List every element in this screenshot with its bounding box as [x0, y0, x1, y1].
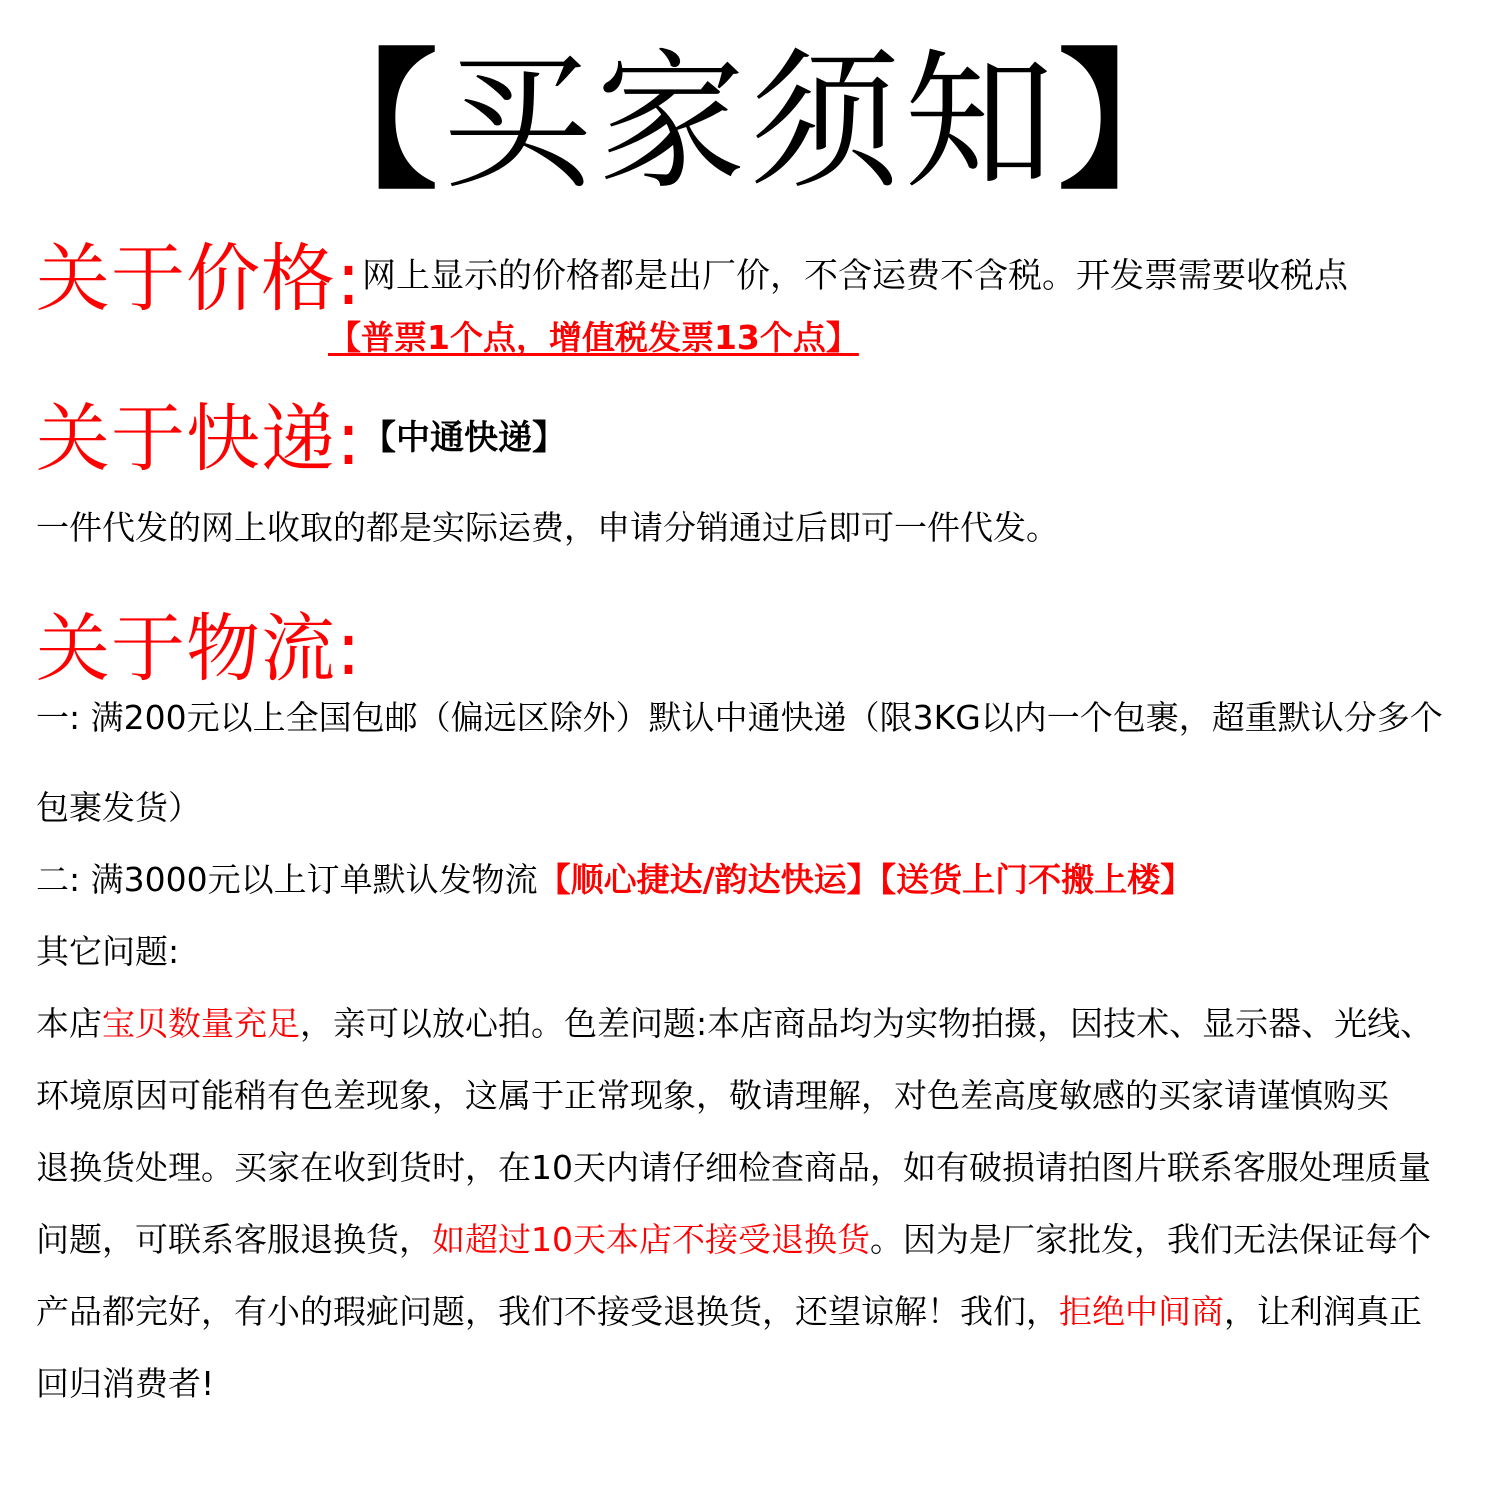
- price-text: 网上显示的价格都是出厂价，不含运费不含税。开发票需要收税点: [362, 256, 1348, 296]
- other-line-5-b: ，让利润真正: [1224, 1292, 1422, 1331]
- other-line-4: [36, 1220, 1431, 1260]
- title-close-bracket: 】: [1058, 36, 1213, 210]
- express-heading: 关于快递:: [36, 396, 362, 482]
- return-policy-note: 如超过10天本店不接受退换货: [432, 1220, 870, 1259]
- logistics-item2-prefix: 二: 满3000元以上订单默认发物流: [36, 860, 538, 899]
- logistics-item2: [36, 860, 1193, 900]
- other-line-5-a: 产品都完好，有小的瑕疵问题，我们不接受退换货，还望谅解！我们，: [36, 1292, 1059, 1331]
- title-text: 买家须知: [441, 36, 1058, 210]
- logistics-carrier-note: 【顺心捷达/韵达快运】: [537, 860, 880, 899]
- other-line-2: 环境原因可能稍有色差现象，这属于正常现象，敬请理解，对色差高度敏感的买家请谨慎购买: [36, 1076, 1389, 1115]
- other-line-1-b: ，亲可以放心拍。色差问题:本店商品均为实物拍摄，因技术、显示器、光线、: [300, 1004, 1434, 1043]
- logistics-item1-line2: 包裹发货）: [36, 788, 201, 827]
- logistics-delivery-note: 【送货上门不搬上楼】: [879, 860, 1194, 899]
- price-heading: 关于价格:: [36, 236, 362, 322]
- invoice-tax-note: 【普票1个点，增值税发票13个点】: [328, 318, 859, 357]
- page-title: [0, 38, 1500, 208]
- express-text: 一件代发的网上收取的都是实际运费，申请分销通过后即可一件代发。: [36, 508, 1059, 547]
- other-line-6: 回归消费者!: [36, 1364, 215, 1403]
- other-line-5: [36, 1292, 1422, 1332]
- no-middleman-note: 拒绝中间商: [1059, 1292, 1224, 1331]
- other-line-1: [36, 1004, 1433, 1044]
- stock-sufficient-note: 宝贝数量充足: [102, 1004, 300, 1043]
- other-line-3: 退换货处理。买家在收到货时，在10天内请仔细检查商品，如有破损请拍图片联系客服处理质量: [36, 1148, 1431, 1187]
- title-open-bracket: 【: [287, 36, 442, 210]
- other-line-4-b: 。因为是厂家批发，我们无法保证每个: [870, 1220, 1431, 1259]
- other-heading: 其它问题:: [36, 932, 180, 971]
- express-carrier: 【中通快递】: [362, 418, 566, 458]
- other-line-1-a: 本店: [36, 1004, 102, 1043]
- other-line-4-a: 问题，可联系客服退换货，: [36, 1220, 432, 1259]
- logistics-heading: 关于物流:: [36, 606, 362, 692]
- logistics-item1-line1: 一: 满200元以上全国包邮（偏远区除外）默认中通快递（限3KG以内一个包裹，超重默认分多个: [36, 698, 1443, 737]
